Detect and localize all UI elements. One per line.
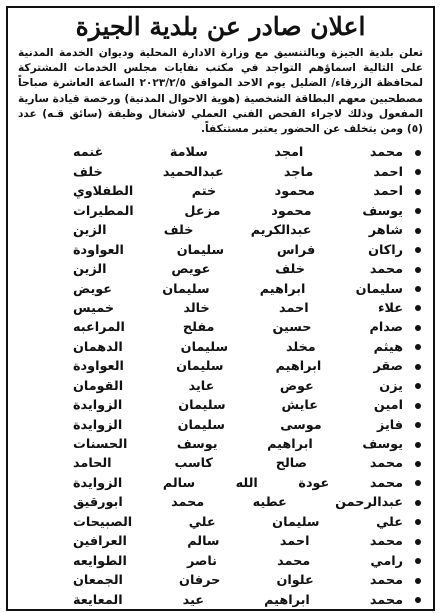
list-item	[8, 221, 421, 240]
list-item	[8, 202, 421, 221]
bullet-icon	[415, 325, 421, 331]
bullet-icon	[415, 383, 421, 389]
bullet-icon	[415, 480, 421, 486]
list-item	[8, 357, 421, 376]
bullet-icon	[415, 267, 421, 273]
list-item	[8, 474, 421, 493]
list-item	[8, 551, 421, 570]
name-text: محمد امجد سلامة غنمه	[73, 145, 403, 161]
bullet-icon	[415, 403, 421, 409]
list-item	[8, 338, 421, 357]
list-item	[8, 299, 421, 318]
name-text: محمد صالح كاسب الحامد	[73, 456, 403, 472]
name-text: يوسف ابراهيم يوسف الحسنات	[73, 437, 403, 452]
list-item	[8, 240, 421, 259]
name-text: احمد ماجد عبدالحميد خلف	[73, 164, 403, 180]
list-item	[8, 260, 421, 279]
names-list	[8, 143, 433, 610]
bullet-icon	[415, 364, 421, 370]
notice-title: اعلان صادر عن بلدية الجيزة	[75, 12, 366, 41]
name-text: امين عايش سليمان الزوايدة	[73, 398, 403, 414]
name-text: محمد عودة الله سالم الزوايدة	[73, 475, 403, 491]
notice-body: تعلن بلدية الجيزة وبالتنسيق مع وزارة الادارة المحلية وديوان الخدمة المدنية على التالية اسماؤهم التواجد في مكتب نفايات مجلس الخدمات المشتركة لمحافظة الزرقاء/ الضليل يوم الاحد الموافق ٢٠٢٣/٢/٥ الساعة العاشرة صباحاً مصطحبين معهم البطاقة الشخصية (هوية الاحوال المدنية) ورخصة قيادة سارية المفعول وذلك لاجراء الفحص الفني العملي لاشغال وظيفة (سائق قـه) عدد (٥) ومن يتخلف عن الحضور يعتبر مستنكفاً.	[18, 47, 423, 136]
list-item	[8, 163, 421, 182]
bullet-icon	[415, 247, 421, 253]
bullet-icon	[415, 539, 421, 545]
bullet-icon	[415, 208, 421, 214]
list-item	[8, 454, 421, 473]
notice-frame	[6, 6, 435, 611]
name-text: راكان فراس سليمان العواودة	[73, 242, 403, 258]
bullet-icon	[415, 305, 421, 311]
name-text: عبدالرحمن عطيه محمد ابورقيق	[73, 495, 403, 511]
list-item	[8, 493, 421, 512]
list-item	[8, 435, 421, 454]
list-item	[8, 513, 421, 532]
name-text: محمد علوان حرفان الجمعان	[73, 573, 403, 589]
list-item	[8, 279, 421, 298]
bullet-icon	[415, 558, 421, 564]
list-item	[8, 415, 421, 434]
bullet-icon	[415, 169, 421, 175]
name-text: محمد احمد سالم العرافين	[73, 534, 403, 550]
bullet-icon	[415, 286, 421, 292]
bullet-icon	[415, 344, 421, 350]
list-item	[8, 318, 421, 337]
name-text: فايز موسى سليمان الزوايدة	[73, 417, 403, 433]
bullet-icon	[415, 189, 421, 195]
bullet-icon	[415, 422, 421, 428]
name-text: محمد ابراهيم عيد المعايعة	[73, 592, 403, 608]
list-item	[8, 182, 421, 201]
bullet-icon	[415, 228, 421, 234]
bullet-icon	[415, 597, 421, 603]
name-text: علي سليمان علي الصبيحات	[73, 514, 403, 530]
name-text: يزن عوض عايد القومان	[73, 378, 403, 394]
bullet-icon	[415, 500, 421, 506]
list-item	[8, 571, 421, 590]
name-text: محمد خلف عويص الزين	[73, 262, 403, 278]
name-text: رامي محمد ناصر الطوايعه	[73, 553, 403, 569]
name-text: احمد محمود ختم الطفلاوي	[73, 184, 403, 200]
list-item	[8, 376, 421, 395]
list-item	[8, 532, 421, 551]
bullet-icon	[415, 519, 421, 525]
list-item	[8, 143, 421, 162]
name-text: يوسف محمود مزعل المطيرات	[73, 203, 403, 219]
bullet-icon	[415, 150, 421, 156]
name-text: صقر ابراهيم سليمان العواودة	[73, 359, 403, 375]
list-item	[8, 590, 421, 609]
name-text: سليمان ابراهيم سليمان عويض	[73, 281, 403, 297]
bullet-icon	[415, 461, 421, 467]
list-item	[8, 396, 421, 415]
name-text: علاء احمد خالد خميس	[73, 300, 403, 316]
name-text: صدام حسين مفلح المراعبه	[73, 320, 403, 336]
name-text: هيثم مخلد سليمان الدهمان	[73, 339, 403, 355]
bullet-icon	[415, 442, 421, 448]
bullet-icon	[415, 578, 421, 584]
name-text: شاهر عبدالكريم خلف الزين	[73, 223, 403, 239]
